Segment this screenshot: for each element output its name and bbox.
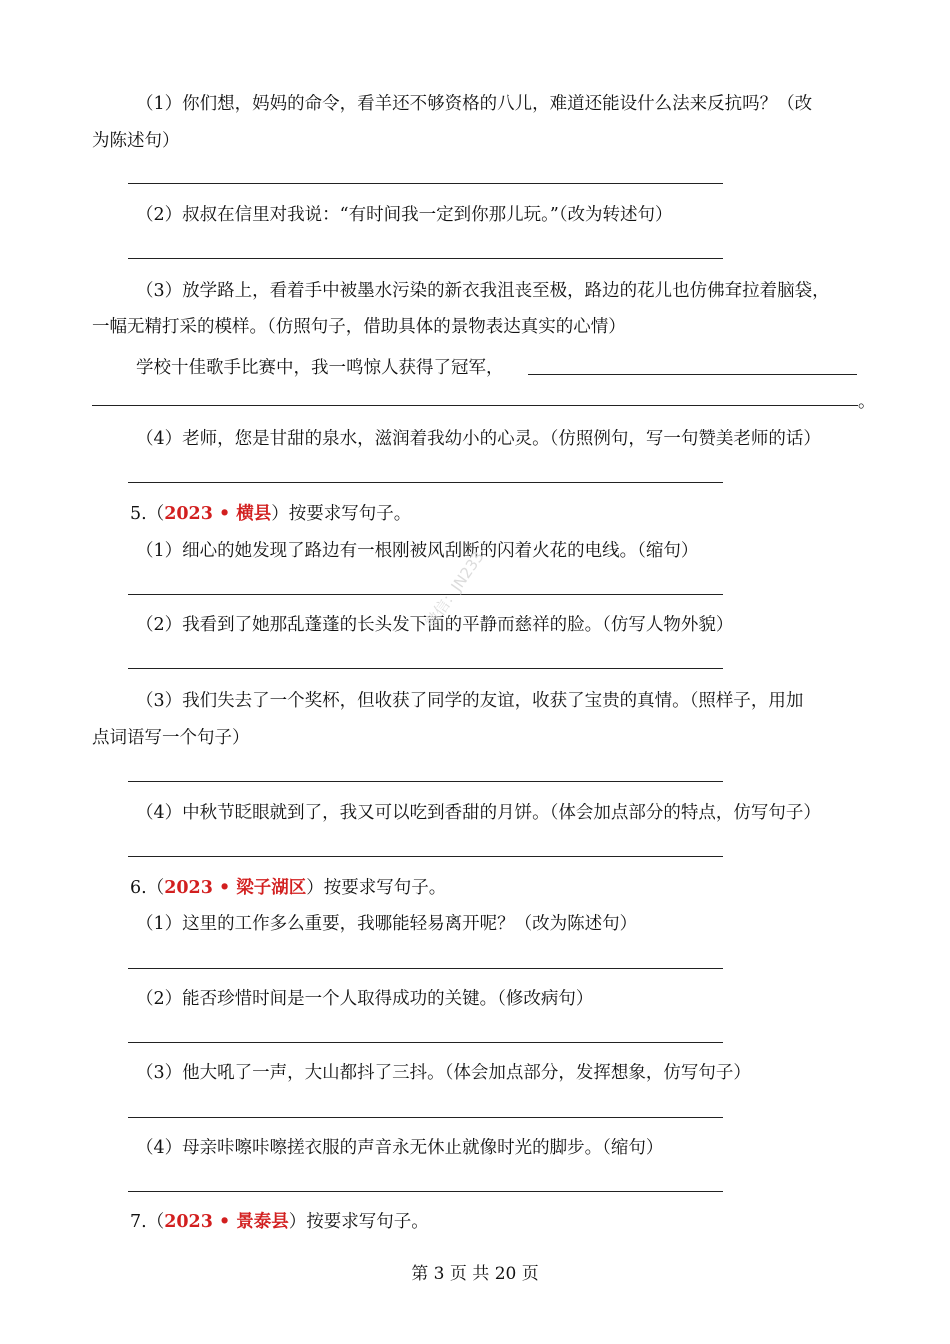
- q5-s1-text: （1）细心的她发现了路边有一根刚被风刮断的闪着火花的电线。（缩句）: [136, 541, 699, 561]
- q5-s4-answer-line[interactable]: [128, 856, 723, 857]
- q6-s3-text: （3）他大吼了一声，大山都抖了三抖。（体会加点部分，发挥想象，仿写句子）: [136, 1063, 751, 1083]
- q5-source: 2023 • 横县: [164, 504, 272, 524]
- q5-s3-answer-line[interactable]: [128, 781, 723, 782]
- q4-s3-end-mark: 。: [858, 392, 876, 412]
- q4-s3-line2: 一幅无精打采的模样。（仿照句子，借助具体的景物表达真实的心情）: [92, 317, 626, 337]
- q6-s2-answer-line[interactable]: [128, 1042, 723, 1043]
- q7-heading: [130, 1210, 429, 1234]
- q4-s3-line1: （3）放学路上，看着手中被墨水污染的新衣我沮丧至极，路边的花儿也仿佛耷拉着脑袋，: [136, 281, 830, 301]
- q7-instruction: ）按要求写句子。: [288, 1212, 429, 1232]
- q5-number: 5.（: [130, 504, 165, 524]
- q4-s1-answer-line[interactable]: [128, 183, 723, 184]
- q6-s1-text: （1）这里的工作多么重要，我哪能轻易离开呢？（改为陈述句）: [136, 914, 638, 934]
- q6-s3-answer-line[interactable]: [128, 1117, 723, 1118]
- q4-s3-line3: 学校十佳歌手比赛中，我一鸣惊人获得了冠军，: [136, 358, 504, 378]
- q6-s4-answer-line[interactable]: [128, 1191, 723, 1192]
- q7-number: 7.（: [130, 1212, 165, 1232]
- q4-s4-text: （4）老师，您是甘甜的泉水，滋润着我幼小的心灵。（仿照例句，写一句赞美老师的话）: [136, 429, 821, 449]
- q4-s2-answer-line[interactable]: [128, 258, 723, 259]
- q6-instruction: ）按要求写句子。: [306, 878, 447, 898]
- q4-s1-line1: （1）你们想，妈妈的命令，看羊还不够资格的八儿，难道还能设什么法来反抗吗？（改: [136, 94, 813, 114]
- watermark: 微信：JN233···: [421, 536, 496, 632]
- q7-source: 2023 • 景泰县: [164, 1212, 289, 1232]
- q5-s1-answer-line[interactable]: [128, 594, 723, 595]
- q4-s3-answer-line-2[interactable]: [92, 405, 858, 406]
- q5-s3-line2: 点词语写一个句子）: [92, 728, 250, 748]
- q6-s2-text: （2）能否珍惜时间是一个人取得成功的关键。（修改病句）: [136, 989, 594, 1009]
- q6-number: 6.（: [130, 878, 165, 898]
- q4-s2-text: （2）叔叔在信里对我说：“有时间我一定到你那儿玩。”（改为转述句）: [136, 205, 673, 225]
- q6-source: 2023 • 梁子湖区: [164, 878, 307, 898]
- q6-s4-text: （4）母亲咔嚓咔嚓搓衣服的声音永无休止就像时光的脚步。（缩句）: [136, 1138, 664, 1158]
- q5-s2-answer-line[interactable]: [128, 668, 723, 669]
- q6-heading: [130, 876, 446, 900]
- page-footer: 第 3 页 共 20 页: [411, 1264, 539, 1284]
- q5-s4-text: （4）中秋节眨眼就到了，我又可以吃到香甜的月饼。（体会加点部分的特点，仿写句子）: [136, 803, 821, 823]
- q6-s1-answer-line[interactable]: [128, 968, 723, 969]
- q4-s1-line2: 为陈述句）: [92, 131, 180, 151]
- q5-s3-line1: （3）我们失去了一个奖杯，但收获了同学的友谊，收获了宝贵的真情。（照样子，用加: [136, 691, 804, 711]
- q5-heading: [130, 502, 411, 526]
- q4-s3-answer-line-1[interactable]: [528, 374, 857, 375]
- q4-s4-answer-line[interactable]: [128, 482, 723, 483]
- q5-instruction: ）按要求写句子。: [271, 504, 412, 524]
- q5-s2-text: （2）我看到了她那乱蓬蓬的长头发下面的平静而慈祥的脸。（仿写人物外貌）: [136, 615, 734, 635]
